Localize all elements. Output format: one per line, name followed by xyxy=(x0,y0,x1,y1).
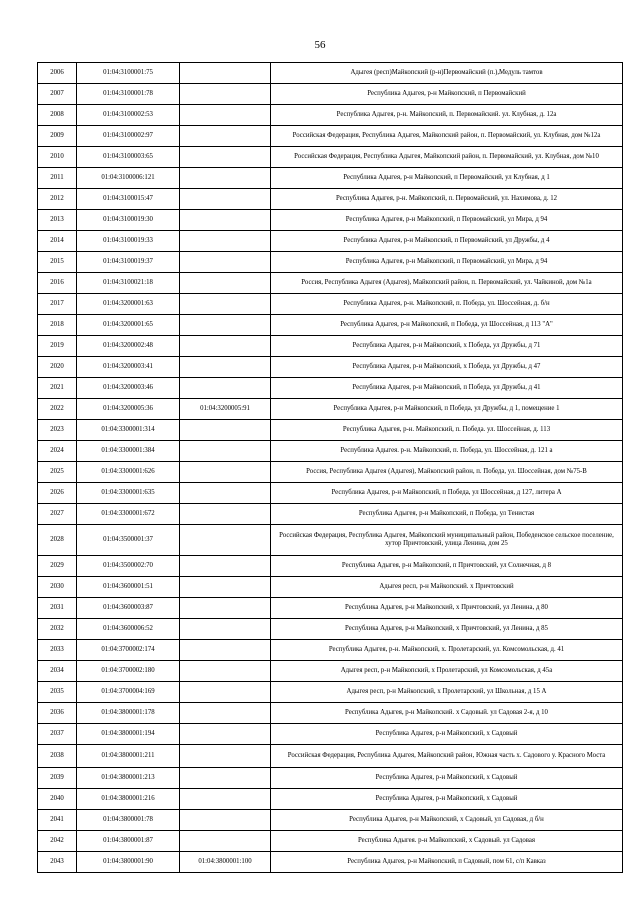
address-cell: Республика Адыгея. р-н Майкопский, х Садовый. ул Садовая xyxy=(271,831,623,852)
row-number-cell: 2036 xyxy=(38,703,77,724)
table-row xyxy=(38,640,623,661)
row-number-cell: 2031 xyxy=(38,598,77,619)
related-cadastral-number-cell xyxy=(180,462,271,483)
address-cell: Адыгея (респ)Майкопский (р-н)Первомайский (п.),Медуль тамтов xyxy=(271,63,623,84)
address-cell: Республика Адыгея, р-н Майкопский, х Садовый xyxy=(271,768,623,789)
table-row xyxy=(38,315,623,336)
related-cadastral-number-cell xyxy=(180,577,271,598)
related-cadastral-number-cell xyxy=(180,63,271,84)
related-cadastral-number-cell xyxy=(180,357,271,378)
address-cell: Россия, Республика Адыгея (Адыгея), Майкопский район, п. Победа, ул. Шоссейная, дом №75-В xyxy=(271,462,623,483)
address-cell: Республика Адыгея, р-н. Майкопский, п. Победа. ул. Шоссейная, д. 113 xyxy=(271,420,623,441)
cadastral-number-cell: 01:04:3100021:18 xyxy=(77,273,180,294)
related-cadastral-number-cell xyxy=(180,789,271,810)
row-number-cell: 2040 xyxy=(38,789,77,810)
row-number-cell: 2018 xyxy=(38,315,77,336)
table-row xyxy=(38,462,623,483)
table-row xyxy=(38,556,623,577)
address-cell: Республика Адыгея, р-н Майкопский, х Садовый xyxy=(271,724,623,745)
row-number-cell: 2006 xyxy=(38,63,77,84)
table-row xyxy=(38,504,623,525)
row-number-cell: 2019 xyxy=(38,336,77,357)
row-number-cell: 2021 xyxy=(38,378,77,399)
address-cell: Республика Адыгея, р-н Майкопский, п Причтовский, ул Солнечная, д 8 xyxy=(271,556,623,577)
related-cadastral-number-cell xyxy=(180,294,271,315)
table-row xyxy=(38,852,623,873)
related-cadastral-number-cell xyxy=(180,525,271,556)
row-number-cell: 2032 xyxy=(38,619,77,640)
cadastral-number-cell: 01:04:3100002:97 xyxy=(77,126,180,147)
row-number-cell: 2009 xyxy=(38,126,77,147)
related-cadastral-number-cell xyxy=(180,84,271,105)
row-number-cell: 2015 xyxy=(38,252,77,273)
row-number-cell: 2010 xyxy=(38,147,77,168)
row-number-cell: 2038 xyxy=(38,745,77,768)
related-cadastral-number-cell xyxy=(180,831,271,852)
cadastral-number-cell: 01:04:3100002:53 xyxy=(77,105,180,126)
related-cadastral-number-cell xyxy=(180,768,271,789)
table-row xyxy=(38,420,623,441)
cadastral-number-cell: 01:04:3200001:65 xyxy=(77,315,180,336)
cadastral-number-cell: 01:04:3800001:216 xyxy=(77,789,180,810)
cadastral-number-cell: 01:04:3100015:47 xyxy=(77,189,180,210)
address-cell: Российская Федерация, Республика Адыгея, Майкопский район, п. Первомайский, ул. Клубная, дом №10 xyxy=(271,147,623,168)
table-row xyxy=(38,661,623,682)
related-cadastral-number-cell xyxy=(180,315,271,336)
related-cadastral-number-cell xyxy=(180,724,271,745)
row-number-cell: 2035 xyxy=(38,682,77,703)
related-cadastral-number-cell xyxy=(180,810,271,831)
cadastral-number-cell: 01:04:3300001:626 xyxy=(77,462,180,483)
cadastral-number-cell: 01:04:3100001:75 xyxy=(77,63,180,84)
table-row xyxy=(38,789,623,810)
address-cell: Республика Адыгея, р-н Майкопский, п Победа, ул Тенистая xyxy=(271,504,623,525)
table-row xyxy=(38,724,623,745)
address-cell: Российская Федерация, Республика Адыгея, Майкопский район, Южная часть х. Садового у. Красного Моста xyxy=(271,745,623,768)
table-row xyxy=(38,441,623,462)
related-cadastral-number-cell xyxy=(180,189,271,210)
cadastral-number-cell: 01:04:3700002:180 xyxy=(77,661,180,682)
row-number-cell: 2028 xyxy=(38,525,77,556)
row-number-cell: 2022 xyxy=(38,399,77,420)
address-cell: Республика Адыгея, р-н Майкопский, х Победа, ул Дружбы, д 71 xyxy=(271,336,623,357)
cadastral-number-cell: 01:04:3800001:178 xyxy=(77,703,180,724)
cadastral-number-cell: 01:04:3800001:211 xyxy=(77,745,180,768)
address-cell: Республика Адыгея, р-н Майкопский, х Победа, ул Дружбы, д 47 xyxy=(271,357,623,378)
cadastral-number-cell: 01:04:3700002:174 xyxy=(77,640,180,661)
table-row xyxy=(38,378,623,399)
table-row xyxy=(38,147,623,168)
related-cadastral-number-cell xyxy=(180,661,271,682)
table-row xyxy=(38,63,623,84)
cadastral-number-cell: 01:04:3700004:169 xyxy=(77,682,180,703)
cadastral-number-cell: 01:04:3200002:48 xyxy=(77,336,180,357)
address-cell: Республика Адыгея, р-н. Майкопский, п. Первомайский, ул. Нахимова, д. 12 xyxy=(271,189,623,210)
table-row xyxy=(38,745,623,768)
cadastral-number-cell: 01:04:3800001:213 xyxy=(77,768,180,789)
table-row xyxy=(38,399,623,420)
cadastral-number-cell: 01:04:3200001:63 xyxy=(77,294,180,315)
cadastral-number-cell: 01:04:3100001:78 xyxy=(77,84,180,105)
row-number-cell: 2034 xyxy=(38,661,77,682)
row-number-cell: 2039 xyxy=(38,768,77,789)
related-cadastral-number-cell xyxy=(180,745,271,768)
related-cadastral-number-cell xyxy=(180,441,271,462)
address-cell: Адыгея респ, р-н Майкопский, х Пролетарский, ул Комсомольская, д 45а xyxy=(271,661,623,682)
table-row xyxy=(38,483,623,504)
address-cell: Республика Адыгея, р-н Майкопский, х Причтовский, ул Ленина, д 80 xyxy=(271,598,623,619)
address-cell: Республика Адыгея. р-н. Майкопский, п. Победа, ул. Шоссейная, д. 121 а xyxy=(271,441,623,462)
row-number-cell: 2027 xyxy=(38,504,77,525)
table-row xyxy=(38,105,623,126)
address-cell: Российская Федерация, Республика Адыгея, Майкопский муниципальный район, Победенское сельское поселение, хутор Причтовский, улица Ленина, дом 25 xyxy=(271,525,623,556)
address-cell: Республика Адыгея, р-н Майкопский, п Первомайский, ул Дружбы, д 4 xyxy=(271,231,623,252)
related-cadastral-number-cell: 01:04:3200005:91 xyxy=(180,399,271,420)
related-cadastral-number-cell xyxy=(180,336,271,357)
row-number-cell: 2017 xyxy=(38,294,77,315)
address-cell: Республика Адыгея, р-н Майкопский, х Садовый xyxy=(271,789,623,810)
cadastral-number-cell: 01:04:3300001:635 xyxy=(77,483,180,504)
related-cadastral-number-cell xyxy=(180,168,271,189)
cadastral-number-cell: 01:04:3100019:30 xyxy=(77,210,180,231)
row-number-cell: 2041 xyxy=(38,810,77,831)
related-cadastral-number-cell xyxy=(180,598,271,619)
address-cell: Республика Адыгея, р-н Майкопский, п Садовый, пом 61, с/п Кавказ xyxy=(271,852,623,873)
table-row xyxy=(38,231,623,252)
table-row xyxy=(38,168,623,189)
cadastral-number-cell: 01:04:3600001:51 xyxy=(77,577,180,598)
cadastral-number-cell: 01:04:3800001:78 xyxy=(77,810,180,831)
address-cell: Адыгея респ, р-н Майкопский. х Причтовский xyxy=(271,577,623,598)
related-cadastral-number-cell xyxy=(180,504,271,525)
cadastral-number-cell: 01:04:3600003:87 xyxy=(77,598,180,619)
cadastral-number-cell: 01:04:3300001:384 xyxy=(77,441,180,462)
row-number-cell: 2025 xyxy=(38,462,77,483)
row-number-cell: 2013 xyxy=(38,210,77,231)
related-cadastral-number-cell xyxy=(180,273,271,294)
address-cell: Республика Адыгея, р-н. Майкопский, х. Пролетарский, ул. Комсомольская, д. 41 xyxy=(271,640,623,661)
related-cadastral-number-cell xyxy=(180,640,271,661)
row-number-cell: 2024 xyxy=(38,441,77,462)
table-row xyxy=(38,768,623,789)
related-cadastral-number-cell xyxy=(180,420,271,441)
related-cadastral-number-cell xyxy=(180,126,271,147)
cadastral-number-cell: 01:04:3800001:90 xyxy=(77,852,180,873)
table-row xyxy=(38,810,623,831)
table-row xyxy=(38,252,623,273)
table-row xyxy=(38,598,623,619)
table-row xyxy=(38,682,623,703)
row-number-cell: 2033 xyxy=(38,640,77,661)
related-cadastral-number-cell: 01:04:3800001:100 xyxy=(180,852,271,873)
related-cadastral-number-cell xyxy=(180,378,271,399)
address-cell: Республика Адыгея, р-н. Майкопский, п. Победа, ул. Шоссейная, д. б/н xyxy=(271,294,623,315)
row-number-cell: 2012 xyxy=(38,189,77,210)
table-row xyxy=(38,294,623,315)
cadastral-number-cell: 01:04:3100006:121 xyxy=(77,168,180,189)
related-cadastral-number-cell xyxy=(180,105,271,126)
address-cell: Республика Адыгея, р-н Майкопский, п Победа, ул Шоссейная, д 113 "А" xyxy=(271,315,623,336)
row-number-cell: 2008 xyxy=(38,105,77,126)
address-cell: Республика Адыгея, р-н Майкопский, п Первомайский, ул Мира, д 94 xyxy=(271,210,623,231)
table-row xyxy=(38,525,623,556)
row-number-cell: 2043 xyxy=(38,852,77,873)
cadastral-number-cell: 01:04:3100003:65 xyxy=(77,147,180,168)
related-cadastral-number-cell xyxy=(180,682,271,703)
address-cell: Республика Адыгея, р-н. Майкопский, п. Первомайский. ул. Клубная, д. 12а xyxy=(271,105,623,126)
table-row xyxy=(38,357,623,378)
cadastral-number-cell: 01:04:3100019:33 xyxy=(77,231,180,252)
related-cadastral-number-cell xyxy=(180,703,271,724)
related-cadastral-number-cell xyxy=(180,231,271,252)
row-number-cell: 2014 xyxy=(38,231,77,252)
table-row xyxy=(38,84,623,105)
table-row xyxy=(38,189,623,210)
row-number-cell: 2016 xyxy=(38,273,77,294)
cadastral-number-cell: 01:04:3200005:36 xyxy=(77,399,180,420)
row-number-cell: 2037 xyxy=(38,724,77,745)
cadastral-number-cell: 01:04:3800001:194 xyxy=(77,724,180,745)
cadastral-number-cell: 01:04:3500002:70 xyxy=(77,556,180,577)
cadastral-number-cell: 01:04:3100019:37 xyxy=(77,252,180,273)
related-cadastral-number-cell xyxy=(180,252,271,273)
cadastral-number-cell: 01:04:3600006:52 xyxy=(77,619,180,640)
registry-table-body xyxy=(38,63,623,873)
address-cell: Республика Адыгея, р-н Майкопский, п Первомайский xyxy=(271,84,623,105)
table-row xyxy=(38,703,623,724)
address-cell: Адыгея респ, р-н Майкопский, х Пролетарский, ул Школьная, д 15 А xyxy=(271,682,623,703)
cadastral-number-cell: 01:04:3300001:672 xyxy=(77,504,180,525)
registry-table xyxy=(37,62,623,873)
table-row xyxy=(38,126,623,147)
address-cell: Россия, Республика Адыгея (Адыгея), Майкопский район, п. Первомайский, ул. Чайкиной, дом №1а xyxy=(271,273,623,294)
address-cell: Республика Адыгея, р-н Майкопский, п Победа, ул Дружбы, д 41 xyxy=(271,378,623,399)
row-number-cell: 2026 xyxy=(38,483,77,504)
address-cell: Республика Адыгея, р-н Майкопский, п Победа, ул Шоссейная, д 127, литера А xyxy=(271,483,623,504)
address-cell: Российская Федерация, Республика Адыгея, Майкопский район, п. Первомайский, ул. Клубная, дом №12а xyxy=(271,126,623,147)
cadastral-number-cell: 01:04:3500001:37 xyxy=(77,525,180,556)
address-cell: Республика Адыгея, р-н Майкопский, п Первомайский, ул Клубная, д 1 xyxy=(271,168,623,189)
row-number-cell: 2023 xyxy=(38,420,77,441)
address-cell: Республика Адыгея, р-н Майкопский, п Победа, ул Дружбы, д 1, помещение 1 xyxy=(271,399,623,420)
address-cell: Республика Адыгея, р-н Майкопский, х Причтовский, ул Ленина, д 85 xyxy=(271,619,623,640)
table-row xyxy=(38,619,623,640)
table-row xyxy=(38,831,623,852)
row-number-cell: 2030 xyxy=(38,577,77,598)
row-number-cell: 2042 xyxy=(38,831,77,852)
related-cadastral-number-cell xyxy=(180,483,271,504)
row-number-cell: 2011 xyxy=(38,168,77,189)
table-row xyxy=(38,336,623,357)
related-cadastral-number-cell xyxy=(180,147,271,168)
related-cadastral-number-cell xyxy=(180,619,271,640)
row-number-cell: 2029 xyxy=(38,556,77,577)
cadastral-number-cell: 01:04:3200003:41 xyxy=(77,357,180,378)
cadastral-number-cell: 01:04:3800001:87 xyxy=(77,831,180,852)
table-row xyxy=(38,210,623,231)
address-cell: Республика Адыгея, р-н Майкопский. х Садовый. ул Садовая 2-я, д 10 xyxy=(271,703,623,724)
cadastral-number-cell: 01:04:3300001:314 xyxy=(77,420,180,441)
address-cell: Республика Адыгея, р-н Майкопский, п Первомайский, ул Мира, д 94 xyxy=(271,252,623,273)
table-row xyxy=(38,577,623,598)
related-cadastral-number-cell xyxy=(180,210,271,231)
related-cadastral-number-cell xyxy=(180,556,271,577)
row-number-cell: 2020 xyxy=(38,357,77,378)
address-cell: Республика Адыгея, р-н Майкопский, х Садовый, ул Садовая, д б/н xyxy=(271,810,623,831)
table-row xyxy=(38,273,623,294)
cadastral-number-cell: 01:04:3200003:46 xyxy=(77,378,180,399)
page-number: 56 xyxy=(314,39,326,51)
row-number-cell: 2007 xyxy=(38,84,77,105)
